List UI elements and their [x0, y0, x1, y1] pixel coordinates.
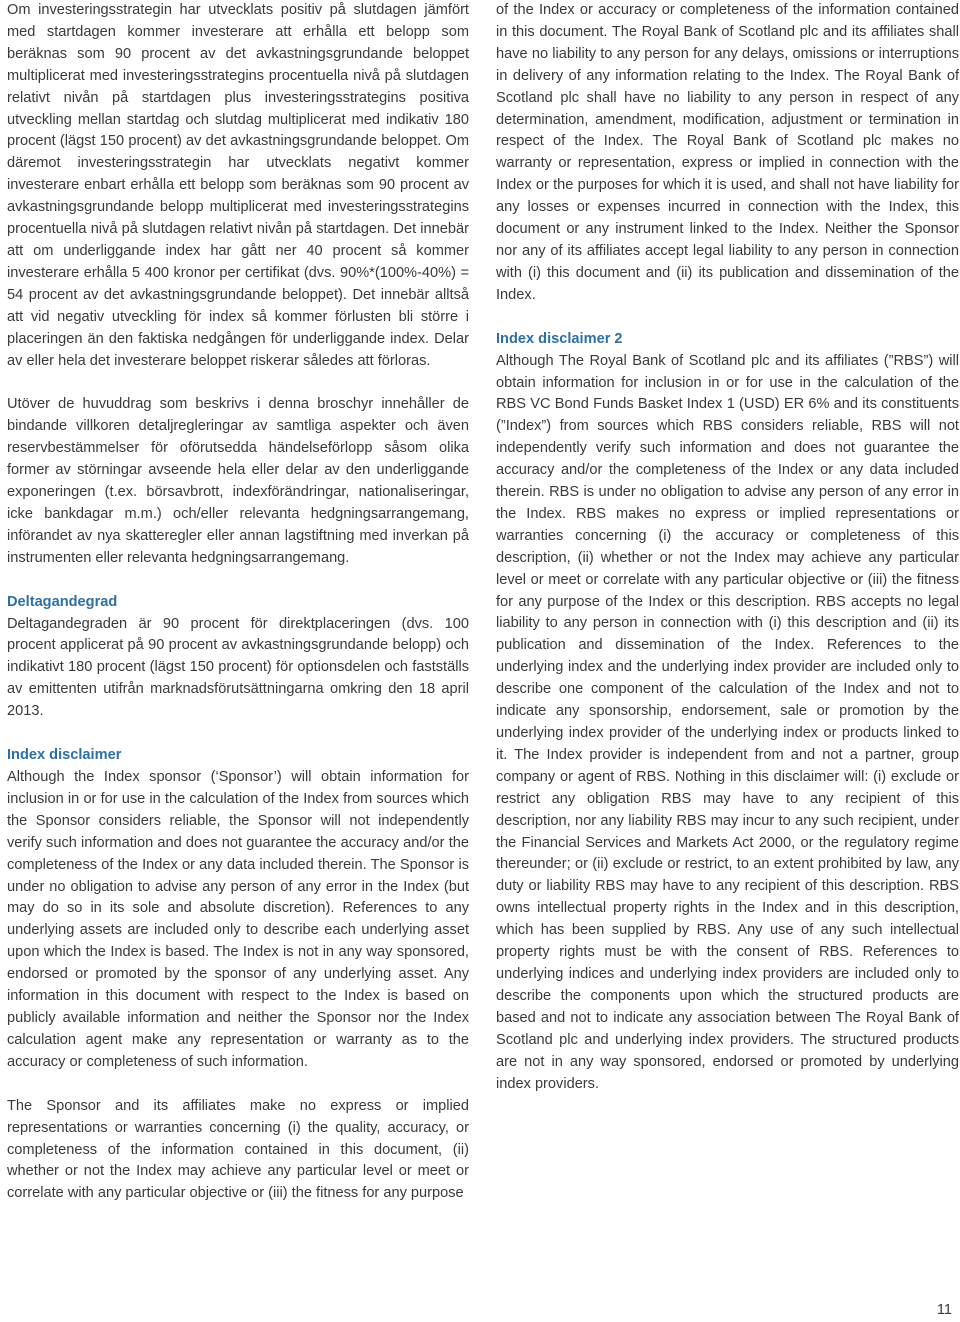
heading-index-disclaimer-2: Index disclaimer 2 [496, 330, 623, 347]
heading-index-disclaimer: Index disclaimer [7, 747, 122, 764]
page-number: 11 [936, 1302, 952, 1318]
paragraph-investment-strategy: Om investeringsstrategin har utvecklats positiv på slutdagen jämfört med startdagen kommer investerare att erhålla ett belopp som beräknas som 90 procent av det avkastningsgrundande beloppet multiplicerat med investeringsstrategins procentuella nivå på slutdagen relativt nivån på startdagen plus investeringsstrategins positiva utveckling mellan startdag och slutdag multiplicerat med indikativ 180 procent (lägst 150 procent) av det avkastningsgrundande beloppet. Om däremot investeringsstrategin har utvecklats negativt kommer investerare enbart erhålla ett belopp som beräknas som 90 procent av avkastningsgrundande belopp multiplicerat med investeringsstrategins procentuella nivå på slutdagen relativt nivån på startdagen. Det innebär att om underliggande index har gått ner 40 procent så kommer investerare erhålla 5 400 kronor per certifikat (dvs. 90%*(100%-40%) = 54 procent av det avkastningsgrundande beloppet). Det innebär alltså att vid negativ utveckling för index så kommer förlusten bli större i placeringen än den faktiska nedgången för underliggande index. Delar av eller hela det investerare beloppet riskerar således att förloras. [7, 2, 469, 369]
paragraph-sponsor-affiliates: The Sponsor and its affiliates make no express or implied representations or warranties concerning (i) the quality, accuracy, or completeness of the information contained in this document, (ii) whether or not the Index may achieve any particular level or meet or correlate with any particular objective or (iii) the fitness for any purpose [7, 1097, 469, 1202]
paragraph-binding-terms: Utöver de huvuddrag som beskrivs i denna broschyr innehåller de bindande villkoren detaljregleringar av samtliga aspekter och även reservbestämmelser för oförutsedda händelseförlopp såsom olika former av störningar avseende hela eller delar av den underliggande exponeringen (t.ex. börsavbrott, indexförändringar, nationaliseringar, icke bankdagar m.m.) och/eller relevanta hedgningsarrangemang, införandet av nya skatteregler eller annan lagstiftning med inverkan på instrumenten eller relevanta hedgningsarrangemang. [7, 396, 469, 566]
paragraph-index-disclaimer-2: Although The Royal Bank of Scotland plc and its affiliates (”RBS”) will obtain information for inclusion in or for use in the calculation of the RBS VC Bond Funds Basket Index 1 (USD) ER 6% and its constituents (”Index”) from sources which RBS considers reliable, RBS will not independently verify such information and does not guarantee the accuracy and/or the completeness of the Index or any data included therein. RBS is under no obligation to advise any person of any error in the Index. RBS makes no express or implied representations or warranties concerning (i) the accuracy or completeness of this description, (ii) whether or not the Index may achieve any particular level or meet or correlate with any particular objective or (iii) the fitness for any purpose of the Index or this description. RBS accepts no legal liability to any person in connection with (i) this description and (ii) its publication and dissemination of the Index. References to the underlying index and the underlying index provider are included only to describe one component of the calculation of the Index and not to indicate any sponsorship, endorsement, sale or promotion by the underlying index provider of the underlying index or products linked to it. The Index provider is independent from and not a partner, group company or agent of RBS. Nothing in this disclaimer will: (i) exclude or restrict any obligation RBS may have to any recipient of this description, nor any liability RBS may incur to any such recipient, under the Financial Services and Markets Act 2000, or the regulatory regime thereunder; or (ii) exclude or restrict, to an extent prohibited by law, any duty or liability RBS may have to any recipient of this description. RBS owns intellectual property rights in the Index and in this description, which has been supplied by RBS. Any use of any such intellectual property rights must be with the consent of RBS. References to underlying indices and underlying index providers are included only to describe the components upon which the structured products are based and not to indicate any association between The Royal Bank of Scotland plc and underlying index providers. The structured products are not in any way sponsored, endorsed or promoted by underlying index providers. [496, 352, 959, 1092]
paragraph-disclaimer-continued: of the Index or accuracy or completeness of the information contained in this document. The Royal Bank of Scotland plc and its affiliates shall have no liability to any person for any delays, omissions or interruptions in delivery of any information relating to the Index. The Royal Bank of Scotland plc shall have no liability to any person in respect of any determination, amendment, modification, adjustment or termination in respect of the Index. The Royal Bank of Scotland plc makes no warranty or representation, express or implied in connection with the Index or the purposes for which it is used, and shall not have liability for any losses or expenses incurred in connection with the Index, this document or any instrument linked to the Index. Neither the Sponsor nor any of its affiliates accept legal liability to any person in connection with (i) this document and (ii) its publication and dissemination of the Index. [496, 2, 959, 303]
left-column [7, 0, 469, 1205]
paragraph-index-disclaimer: Although the Index sponsor (‘Sponsor’) will obtain information for inclusion in or for use in the calculation of the Index from sources which the Sponsor considers reliable, the Sponsor will not independently verify such information and does not guarantee the accuracy and/or the completeness of the Index or any data included therein. The Sponsor is under no obligation to advise any person of any error in the Index (but may do so in its sole and absolute discretion). References to any underlying assets are included only to describe each underlying asset upon which the Index is based. The Index is not in any way sponsored, endorsed or promoted by the sponsor of any underlying asset. Any information in this document with respect to the Index is based on publicly available information and neither the Sponsor nor the Index calculation agent make any representation or warranty as to the accuracy or completeness of such information. [7, 769, 469, 1070]
heading-deltagandegrad: Deltagandegrad [7, 593, 118, 610]
paragraph-deltagandegrad: Deltagandegraden är 90 procent för direktplaceringen (dvs. 100 procent applicerat på 90 procent av avkastningsgrundande belopp) och indikativt 180 procent (lägst 150 procent) för optionsdelen och fastställs av emittenten utifrån marknadsförutsättningarna omkring den 18 april 2013. [7, 615, 469, 720]
right-column [496, 0, 959, 1095]
